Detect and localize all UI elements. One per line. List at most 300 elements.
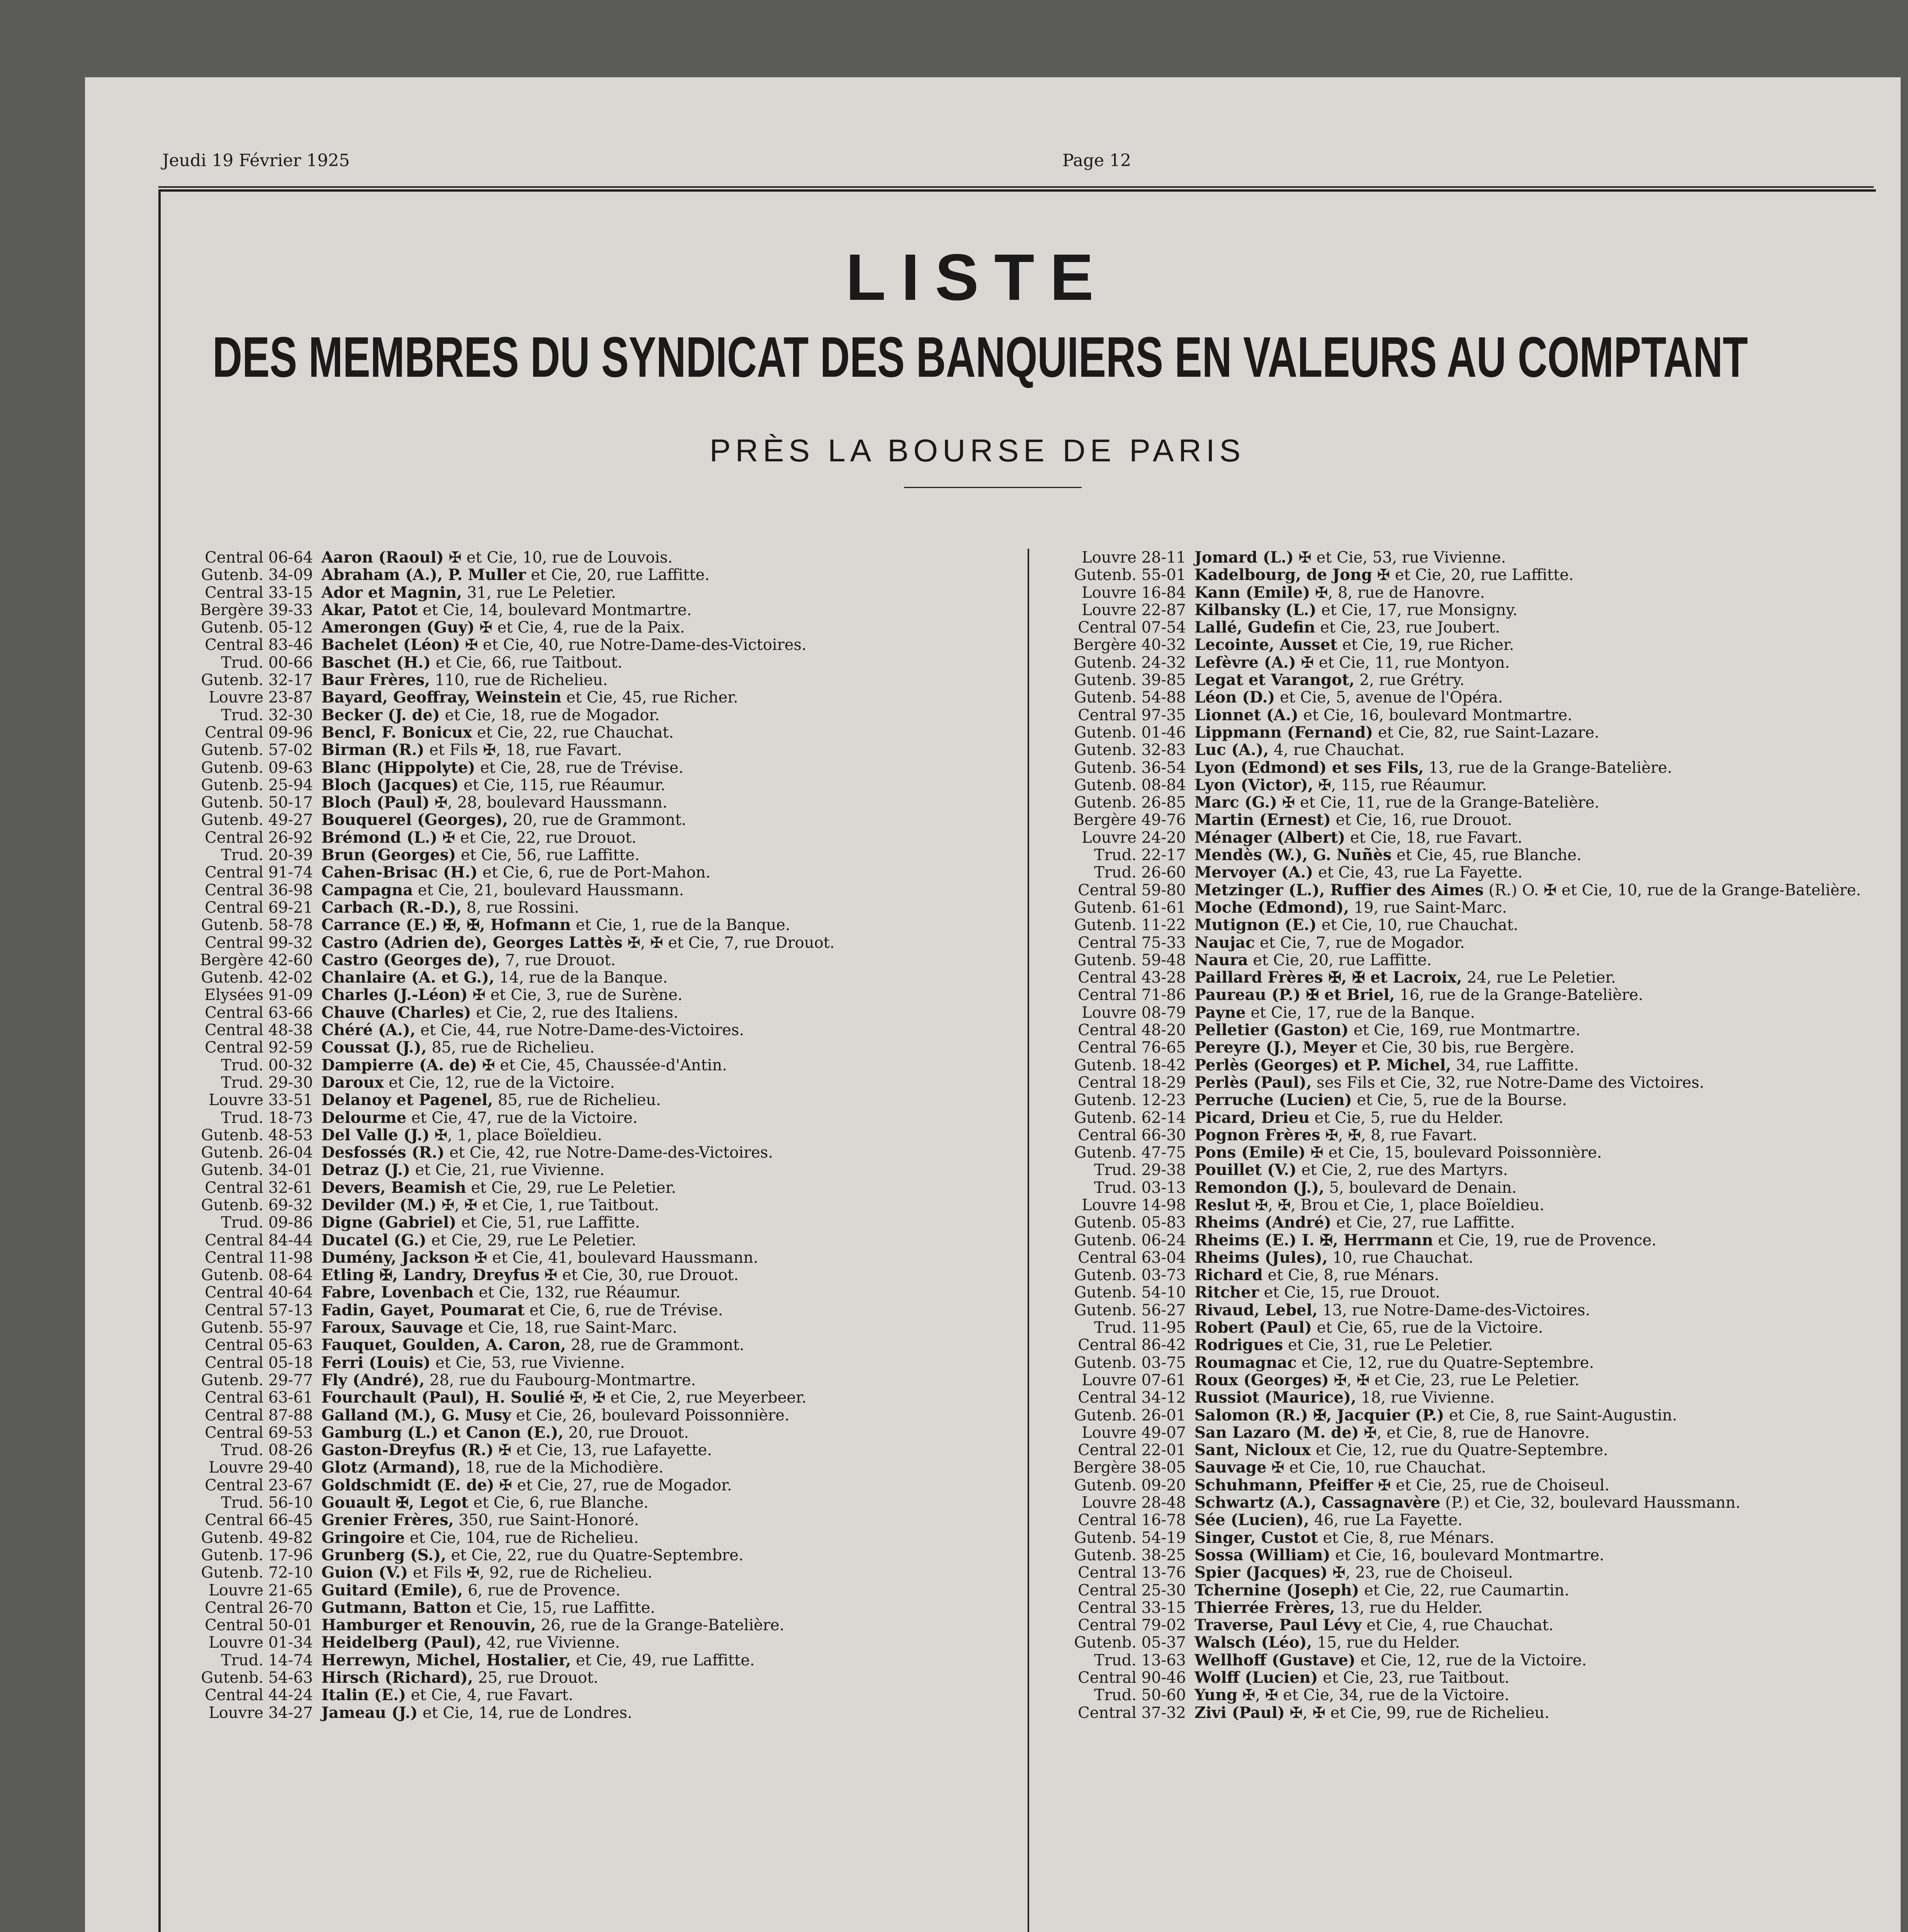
member-address: ses Fils et Cie, 32, rue Notre-Dame des Victoires. [1312, 1073, 1704, 1092]
member-address: ✠, ✠, Brou et Cie, 1, place Boïeldieu. [1250, 1196, 1544, 1214]
member-address: 26, rue de la Grange-Batelière. [536, 1616, 785, 1634]
member-address: et Cie, 19, rue de Provence. [1433, 1231, 1657, 1249]
member-phone: Central 76-65 [1078, 1039, 1186, 1057]
member-phone: Gutenb. 49-27 [201, 811, 313, 829]
member-name: Etling ✠, Landry, Dreyfus [321, 1266, 540, 1284]
member-phone: Central 32-61 [205, 1179, 313, 1197]
member-address: ✠ et Cie, 3, rue de Surène. [467, 986, 683, 1004]
member-phone: Central 16-78 [1078, 1511, 1186, 1529]
member-entry [1035, 1494, 1885, 1511]
member-address: et Cie, 19, rue Richer. [1337, 636, 1514, 654]
member-address: ✠ et Cie, 15, boulevard Poissonnière. [1305, 1144, 1602, 1162]
member-name: Castro (Georges de), [321, 951, 500, 969]
member-address: ✠ et Cie, 10, rue de Louvois. [443, 549, 673, 566]
member-address: 31, rue Le Peletier. [462, 583, 616, 602]
member-entry [162, 1196, 1070, 1214]
member-phone: Gutenb. 34-01 [201, 1161, 313, 1179]
member-phone: Gutenb. 29-77 [201, 1371, 313, 1389]
member-entry [162, 724, 1070, 741]
member-phone: Gutenb. 17-96 [201, 1546, 313, 1564]
member-entry [1035, 741, 1885, 759]
member-phone: Gutenb. 03-75 [1074, 1354, 1186, 1372]
member-phone: Gutenb. 36-54 [1074, 759, 1186, 777]
member-phone: Central 59-80 [1078, 881, 1186, 899]
member-address: ✠, ✠ et Cie, 99, rue de Richelieu. [1284, 1704, 1550, 1722]
member-entry [162, 1074, 1070, 1091]
member-address: et Cie, 8, rue Ménars. [1318, 1529, 1495, 1547]
member-entry [162, 619, 1070, 636]
member-name: Kilbansky (L.) [1194, 600, 1317, 619]
member-address: et Cie, 5, rue de la Bourse. [1352, 1091, 1567, 1109]
member-phone: Central 79-02 [1078, 1616, 1186, 1634]
member-phone: Louvre 01-34 [209, 1634, 313, 1652]
member-address: et Cie, 14, boulevard Montmartre. [418, 601, 692, 619]
member-phone: Louvre 08-79 [1082, 1003, 1186, 1022]
member-address: 350, rue Saint-Honoré. [454, 1511, 639, 1529]
member-phone: Gutenb. 59-48 [1074, 951, 1186, 969]
member-name: Rodrigues [1194, 1336, 1283, 1354]
member-phone: Central 05-63 [205, 1336, 313, 1354]
member-phone: Louvre 23-87 [209, 689, 313, 707]
member-address: et Cie, 56, rue Laffitte. [456, 846, 640, 864]
member-address: 28, rue du Faubourg-Montmartre. [425, 1371, 696, 1389]
member-name: Pereyre (J.), Meyer [1194, 1038, 1357, 1057]
member-phone: Gutenb. 24-32 [1074, 653, 1186, 672]
member-phone: Louvre 34-27 [209, 1704, 313, 1722]
member-phone: Gutenb. 38-25 [1074, 1546, 1186, 1564]
member-name: Salomon (R.) ✠, Jacquier (P.) [1194, 1406, 1444, 1424]
member-name: Metzinger (L.), Ruffier des Aimes [1194, 881, 1484, 899]
member-phone: Central 57-13 [205, 1301, 313, 1319]
member-entry [1035, 1074, 1885, 1091]
member-address: et Cie, 20, rue Laffitte. [526, 566, 710, 584]
member-entry [162, 1582, 1070, 1599]
member-entry [1035, 1109, 1885, 1126]
member-address: 8, rue Rossini. [461, 898, 579, 917]
member-entry [162, 1056, 1070, 1074]
member-name: Akar, Patot [321, 600, 418, 619]
member-name: Ménager (Albert) [1194, 828, 1346, 847]
member-address: 20, rue Drouot. [563, 1423, 689, 1442]
member-entry [162, 1459, 1070, 1476]
member-name: Brun (Georges) [321, 846, 456, 864]
member-phone: Gutenb. 26-85 [1074, 794, 1186, 812]
member-phone: Central 83-46 [205, 636, 313, 654]
member-entry [1035, 1564, 1885, 1581]
member-entry [162, 864, 1070, 881]
member-entry [1035, 1319, 1885, 1336]
member-name: Walsch (Léo), [1194, 1633, 1312, 1652]
member-phone: Gutenb. 08-64 [201, 1266, 313, 1284]
member-entry [1035, 706, 1885, 724]
member-entry [162, 601, 1070, 619]
member-address: ✠, ✠ et Cie, 7, rue Drouot. [622, 934, 835, 952]
member-name: Herrewyn, Michel, Hostalier, [321, 1651, 571, 1669]
member-name: Russiot (Maurice), [1194, 1388, 1356, 1407]
member-phone: Gutenb. 55-97 [201, 1319, 313, 1337]
member-entry [1035, 776, 1885, 794]
member-name: Cahen-Brisac (H.) [321, 863, 478, 882]
member-name: Lyon (Victor), [1194, 776, 1313, 794]
member-name: Kadelbourg, de Jong [1194, 566, 1372, 584]
member-entry [162, 881, 1070, 899]
member-name: Gringoire [321, 1528, 405, 1547]
member-entry [1035, 1459, 1885, 1476]
page-header [162, 151, 1881, 174]
member-name: Ferri (Louis) [321, 1353, 431, 1372]
member-address: et Fils ✠, 18, rue Favart. [424, 741, 622, 759]
member-name: Reslut [1194, 1196, 1250, 1214]
member-address: et Cie, 27, rue Laffitte. [1331, 1214, 1515, 1232]
member-entry [162, 1109, 1070, 1126]
member-entry [162, 1441, 1070, 1459]
member-name: Chéré (A.), [321, 1021, 416, 1039]
member-name: Sossa (William) [1194, 1546, 1330, 1564]
member-phone: Louvre 28-48 [1082, 1494, 1186, 1512]
member-name: Wolff (Lucien) [1194, 1668, 1318, 1687]
page-subtitle: DES MEMBRES DU SYNDICAT DES BANQUIERS EN VALEURS AU COMPTANT [212, 325, 1748, 389]
member-address: ✠, ✠ et Cie, 2, rue Meyerbeer. [565, 1389, 807, 1407]
member-entry [1035, 1634, 1885, 1651]
member-phone: Gutenb. 05-37 [1074, 1634, 1186, 1652]
member-phone: Bergère 39-33 [200, 601, 313, 619]
member-phone: Gutenb. 05-83 [1074, 1214, 1186, 1232]
member-name: Sauvage [1194, 1458, 1267, 1477]
newspaper-page [85, 77, 1901, 1932]
member-name: Schwartz (A.), Cassagnavère [1194, 1493, 1441, 1512]
member-entry [1035, 1582, 1885, 1599]
member-phone: Central 63-04 [1078, 1248, 1186, 1267]
member-entry [162, 654, 1070, 671]
member-name: Zivi (Paul) [1194, 1703, 1285, 1722]
member-phone: Gutenb. 34-09 [201, 566, 313, 584]
member-address: 42, rue Vivienne. [481, 1634, 620, 1652]
member-entry [1035, 566, 1885, 583]
member-entry [1035, 794, 1885, 811]
member-address: et Cie, 15, rue Drouot. [1259, 1284, 1441, 1302]
member-entry [162, 1634, 1070, 1651]
member-phone: Gutenb. 49-82 [201, 1529, 313, 1547]
member-name: Fourchault (Paul), H. Soulié [321, 1388, 565, 1407]
member-name: Sant, Nicloux [1194, 1441, 1311, 1459]
member-phone: Gutenb. 18-42 [1074, 1056, 1186, 1074]
member-address: et Cie, 8, rue Ménars. [1262, 1266, 1439, 1284]
member-address: ✠, 1, place Boïeldieu. [429, 1126, 602, 1144]
member-entry [162, 741, 1070, 759]
member-phone: Central 90-46 [1078, 1669, 1186, 1687]
member-entry [1035, 1354, 1885, 1371]
member-name: Hirsch (Richard), [321, 1668, 473, 1687]
member-entry [162, 1039, 1070, 1056]
member-phone: Louvre 24-20 [1082, 828, 1186, 847]
member-name: Dumény, Jackson [321, 1248, 470, 1267]
member-name: Ador et Magnin, [321, 583, 462, 602]
member-phone: Trud. 29-38 [1094, 1161, 1186, 1179]
member-address: et Cie, 22, rue du Quatre-Septembre. [446, 1546, 744, 1564]
member-entry [1035, 811, 1885, 828]
member-name: Gouault ✠, Legot [321, 1493, 469, 1512]
member-phone: Central 07-54 [1078, 619, 1186, 637]
member-name: Hamburger et Renouvin, [321, 1616, 536, 1634]
member-phone: Central 63-66 [205, 1003, 313, 1022]
member-entry [1035, 1126, 1885, 1144]
member-name: Paillard Frères ✠, ✠ et Lacroix, [1194, 968, 1462, 987]
member-address: et Cie, 22, rue Chauchat. [472, 723, 674, 742]
member-phone: Central 43-28 [1078, 969, 1186, 987]
member-name: Abraham (A.), P. Muller [321, 566, 526, 584]
member-name: Bloch (Jacques) [321, 776, 459, 794]
member-phone: Central 25-30 [1078, 1581, 1186, 1599]
member-entry [162, 1686, 1070, 1704]
member-phone: Central 33-15 [1078, 1599, 1186, 1617]
member-address: et Cie, 66, rue Taitbout. [431, 653, 622, 672]
member-entry [1035, 619, 1885, 636]
member-phone: Central 40-64 [205, 1284, 313, 1302]
member-entry [162, 1546, 1070, 1564]
member-address: et Cie, 10, rue Chauchat. [1317, 916, 1519, 934]
member-entry [1035, 1651, 1885, 1669]
member-address: 18, rue Vivienne. [1356, 1389, 1495, 1407]
member-name: Tchernine (Joseph) [1194, 1581, 1359, 1599]
member-phone: Central 69-53 [205, 1423, 313, 1442]
member-name: Carrance (E.) ✠, ✠, Hofmann [321, 916, 571, 934]
member-entry [1035, 1476, 1885, 1494]
member-address: ✠, 115, rue Réaumur. [1313, 776, 1487, 794]
member-address: et Cie, 16, boulevard Montmartre. [1298, 706, 1572, 724]
column-divider [1028, 549, 1029, 1932]
member-address: et Cie, 45, rue Richer. [561, 689, 738, 707]
member-entry [1035, 916, 1885, 934]
member-name: Amerongen (Guy) [321, 618, 475, 637]
member-name: Moche (Edmond), [1194, 898, 1349, 917]
member-name: San Lazaro (M. de) [1194, 1423, 1359, 1442]
member-name: Coussat (J.), [321, 1038, 427, 1057]
member-phone: Louvre 29-40 [209, 1459, 313, 1477]
member-address: et Cie, 23, rue Taitbout. [1318, 1669, 1510, 1687]
member-name: Payne [1194, 1003, 1246, 1022]
member-phone: Central 09-96 [205, 723, 313, 742]
member-name: Fabre, Lovenbach [321, 1283, 474, 1302]
member-name: Bayard, Geoffray, Weinstein [321, 688, 562, 707]
member-entry [1035, 934, 1885, 951]
member-address: et Cie, 43, rue La Fayette. [1313, 864, 1523, 882]
member-phone: Central 18-29 [1078, 1073, 1186, 1092]
member-entry [162, 794, 1070, 811]
member-entry [162, 584, 1070, 601]
member-phone: Louvre 16-84 [1082, 583, 1186, 602]
member-address: et Cie, 17, rue de la Banque. [1245, 1003, 1475, 1022]
member-address: et Cie, 51, rue Laffitte. [456, 1214, 640, 1232]
member-phone: Gutenb. 32-17 [201, 671, 313, 689]
member-address: ✠, 28, boulevard Haussmann. [430, 794, 668, 812]
member-name: Charles (J.-Léon) [321, 986, 468, 1004]
member-address: et Cie, 18, rue Saint-Marc. [463, 1319, 677, 1337]
member-phone: Central 36-98 [205, 881, 313, 899]
member-address: 14, rue de la Banque. [494, 969, 668, 987]
member-address: et Cie, 82, rue Saint-Lazare. [1373, 723, 1599, 742]
member-phone: Louvre 07-61 [1082, 1371, 1186, 1389]
members-list-right [1035, 549, 1885, 1721]
member-phone: Central 69-21 [205, 898, 313, 917]
member-phone: Central 50-01 [205, 1616, 313, 1634]
member-phone: Gutenb. 54-19 [1074, 1529, 1186, 1547]
member-phone: Trud. 32-30 [221, 706, 313, 724]
member-address: et Cie, 2, rue des Italiens. [471, 1003, 678, 1022]
member-phone: Louvre 14-98 [1082, 1196, 1186, 1214]
member-name: Marc (G.) [1194, 793, 1278, 812]
member-address: et Cie, 1, rue de la Banque. [571, 916, 790, 934]
member-address: ✠ et Cie, 22, rue Drouot. [437, 828, 637, 847]
member-phone: Central 44-24 [205, 1686, 313, 1704]
member-entry [1035, 1091, 1885, 1109]
member-name: Spier (Jacques) [1194, 1563, 1328, 1582]
member-entry [162, 1476, 1070, 1494]
member-name: Schuhmann, Pfeiffer [1194, 1476, 1373, 1494]
member-address: et Cie, 5, rue du Helder. [1309, 1109, 1504, 1127]
member-phone: Trud. 26-60 [1094, 864, 1186, 882]
member-name: Baschet (H.) [321, 653, 431, 672]
member-phone: Bergère 38-05 [1073, 1459, 1186, 1477]
member-phone: Central 84-44 [205, 1231, 313, 1249]
member-phone: Trud. 29-30 [221, 1073, 313, 1092]
member-address: et Cie, 4, rue Chauchat. [1361, 1616, 1554, 1634]
member-phone: Bergère 49-76 [1073, 811, 1186, 829]
member-entry [162, 1599, 1070, 1616]
member-phone: Louvre 33-51 [209, 1091, 313, 1109]
member-phone: Bergère 40-32 [1073, 636, 1186, 654]
member-name: Bloch (Paul) [321, 793, 430, 812]
member-address: ✠ et Cie, 40, rue Notre-Dame-des-Victoires. [460, 636, 807, 654]
member-name: Sée (Lucien), [1194, 1511, 1309, 1529]
member-entry [162, 1704, 1070, 1721]
member-address: ✠ et Cie, 20, rue Laffitte. [1372, 566, 1574, 584]
member-name: Delourme [321, 1108, 406, 1127]
member-entry [1035, 1371, 1885, 1389]
member-phone: Gutenb. 57-02 [201, 741, 313, 759]
member-name: Richard [1194, 1266, 1263, 1284]
member-phone: Central 22-01 [1078, 1441, 1186, 1459]
member-entry [1035, 1406, 1885, 1424]
member-entry [1035, 1441, 1885, 1459]
member-entry [162, 1249, 1070, 1266]
member-address: ✠ et Cie, 45, Chaussée-d'Antin. [477, 1056, 727, 1074]
member-address: et Cie, 169, rue Montmartre. [1349, 1021, 1581, 1039]
page-title: LISTE [846, 241, 1109, 314]
member-name: Daroux [321, 1073, 384, 1092]
member-name: Lallé, Gudefin [1194, 618, 1315, 637]
member-address: 13, rue du Helder. [1335, 1599, 1483, 1617]
member-name: Roumagnac [1194, 1353, 1297, 1372]
member-phone: Bergère 42-60 [200, 951, 313, 969]
member-entry [1035, 1529, 1885, 1546]
member-address: ✠ et Cie, 10, rue Chauchat. [1266, 1459, 1486, 1477]
header-rule [158, 186, 1874, 188]
member-entry [162, 1389, 1070, 1406]
member-address: et Fils ✠, 92, rue de Richelieu. [408, 1564, 652, 1582]
member-name: Mendès (W.), G. Nuñès [1194, 846, 1392, 864]
member-entry [1035, 969, 1885, 986]
member-name: Jameau (J.) [321, 1703, 418, 1722]
member-address: (P.) et Cie, 32, boulevard Haussmann. [1440, 1494, 1741, 1512]
member-address: 16, rue de la Grange-Batelière. [1395, 986, 1643, 1004]
member-phone: Central 33-15 [205, 583, 313, 602]
member-phone: Gutenb. 56-27 [1074, 1301, 1186, 1319]
member-phone: Central 75-33 [1078, 934, 1186, 952]
member-address: et Cie, 15, rue Laffitte. [471, 1599, 655, 1617]
member-phone: Gutenb. 42-02 [201, 969, 313, 987]
member-entry [162, 1144, 1070, 1161]
member-entry [1035, 1266, 1885, 1284]
member-address: ✠ et Cie, 53, rue Vivienne. [1293, 549, 1506, 566]
member-address: et Cie, 31, rue Le Peletier. [1283, 1336, 1493, 1354]
members-list-left [162, 549, 1070, 1721]
member-address: 28, rue de Grammont. [566, 1336, 744, 1354]
member-entry [162, 671, 1070, 689]
member-name: Singer, Custot [1194, 1528, 1318, 1547]
member-phone: Gutenb. 54-10 [1074, 1284, 1186, 1302]
page-subheading: PRÈS LA BOURSE DE PARIS [709, 433, 1245, 468]
member-name: Chauve (Charles) [321, 1003, 471, 1022]
member-address: et Cie, 5, avenue de l'Opéra. [1275, 689, 1503, 707]
header-page-number: Page 12 [1062, 151, 1132, 170]
member-phone: Gutenb. 26-04 [201, 1144, 313, 1162]
member-phone: Trud. 00-66 [221, 653, 313, 672]
member-name: Paureau (P.) ✠ et Briel, [1194, 986, 1395, 1004]
member-entry [162, 1564, 1070, 1581]
member-name: Del Valle (J.) [321, 1126, 430, 1144]
member-entry [1035, 654, 1885, 671]
member-phone: Gutenb. 55-01 [1074, 566, 1186, 584]
member-name: Bencl, F. Bonicux [321, 723, 472, 742]
member-entry [1035, 846, 1885, 864]
member-name: Desfossés (R.) [321, 1143, 445, 1162]
member-address: et Cie, 23, rue Joubert. [1315, 619, 1500, 637]
member-name: Rheims (E.) I. ✠, Herrmann [1194, 1231, 1433, 1249]
member-phone: Gutenb. 69-32 [201, 1196, 313, 1214]
member-name: Rheims (Jules), [1194, 1248, 1328, 1267]
member-phone: Gutenb. 05-12 [201, 619, 313, 637]
member-phone: Louvre 28-11 [1082, 549, 1186, 566]
member-name: Detraz (J.) [321, 1161, 410, 1179]
member-phone: Gutenb. 61-61 [1074, 898, 1186, 917]
member-entry [162, 1021, 1070, 1039]
member-address: et Cie, 132, rue Réaumur. [474, 1284, 681, 1302]
member-entry [162, 899, 1070, 916]
member-entry [1035, 1511, 1885, 1529]
member-name: Lippmann (Fernand) [1194, 723, 1373, 742]
member-phone: Trud. 09-86 [221, 1214, 313, 1232]
member-address: 25, rue Drouot. [473, 1669, 598, 1687]
member-name: Lyon (Edmond) et ses Fils, [1194, 758, 1424, 777]
member-name: Carbach (R.-D.), [321, 898, 462, 917]
member-entry [162, 1651, 1070, 1669]
member-name: Ducatel (G.) [321, 1231, 426, 1249]
member-entry [162, 829, 1070, 846]
member-entry [1035, 724, 1885, 741]
member-address: et Cie, 29, rue Le Peletier. [426, 1231, 637, 1249]
member-address: 13, rue de la Grange-Batelière. [1424, 759, 1672, 777]
member-name: Digne (Gabriel) [321, 1213, 457, 1232]
member-address: et Cie, 12, rue de la Victoire. [1355, 1651, 1587, 1669]
member-phone: Trud. 14-74 [221, 1651, 313, 1669]
member-phone: Gutenb. 26-01 [1074, 1406, 1186, 1424]
member-name: Traverse, Paul Lévy [1194, 1616, 1362, 1634]
member-name: Guitard (Emile), [321, 1581, 463, 1599]
member-phone: Central 99-32 [205, 934, 313, 952]
member-name: Wellhoff (Gustave) [1194, 1651, 1356, 1669]
member-address: 10, rue Chauchat. [1327, 1248, 1473, 1267]
member-name: Rivaud, Lebel, [1194, 1301, 1318, 1319]
